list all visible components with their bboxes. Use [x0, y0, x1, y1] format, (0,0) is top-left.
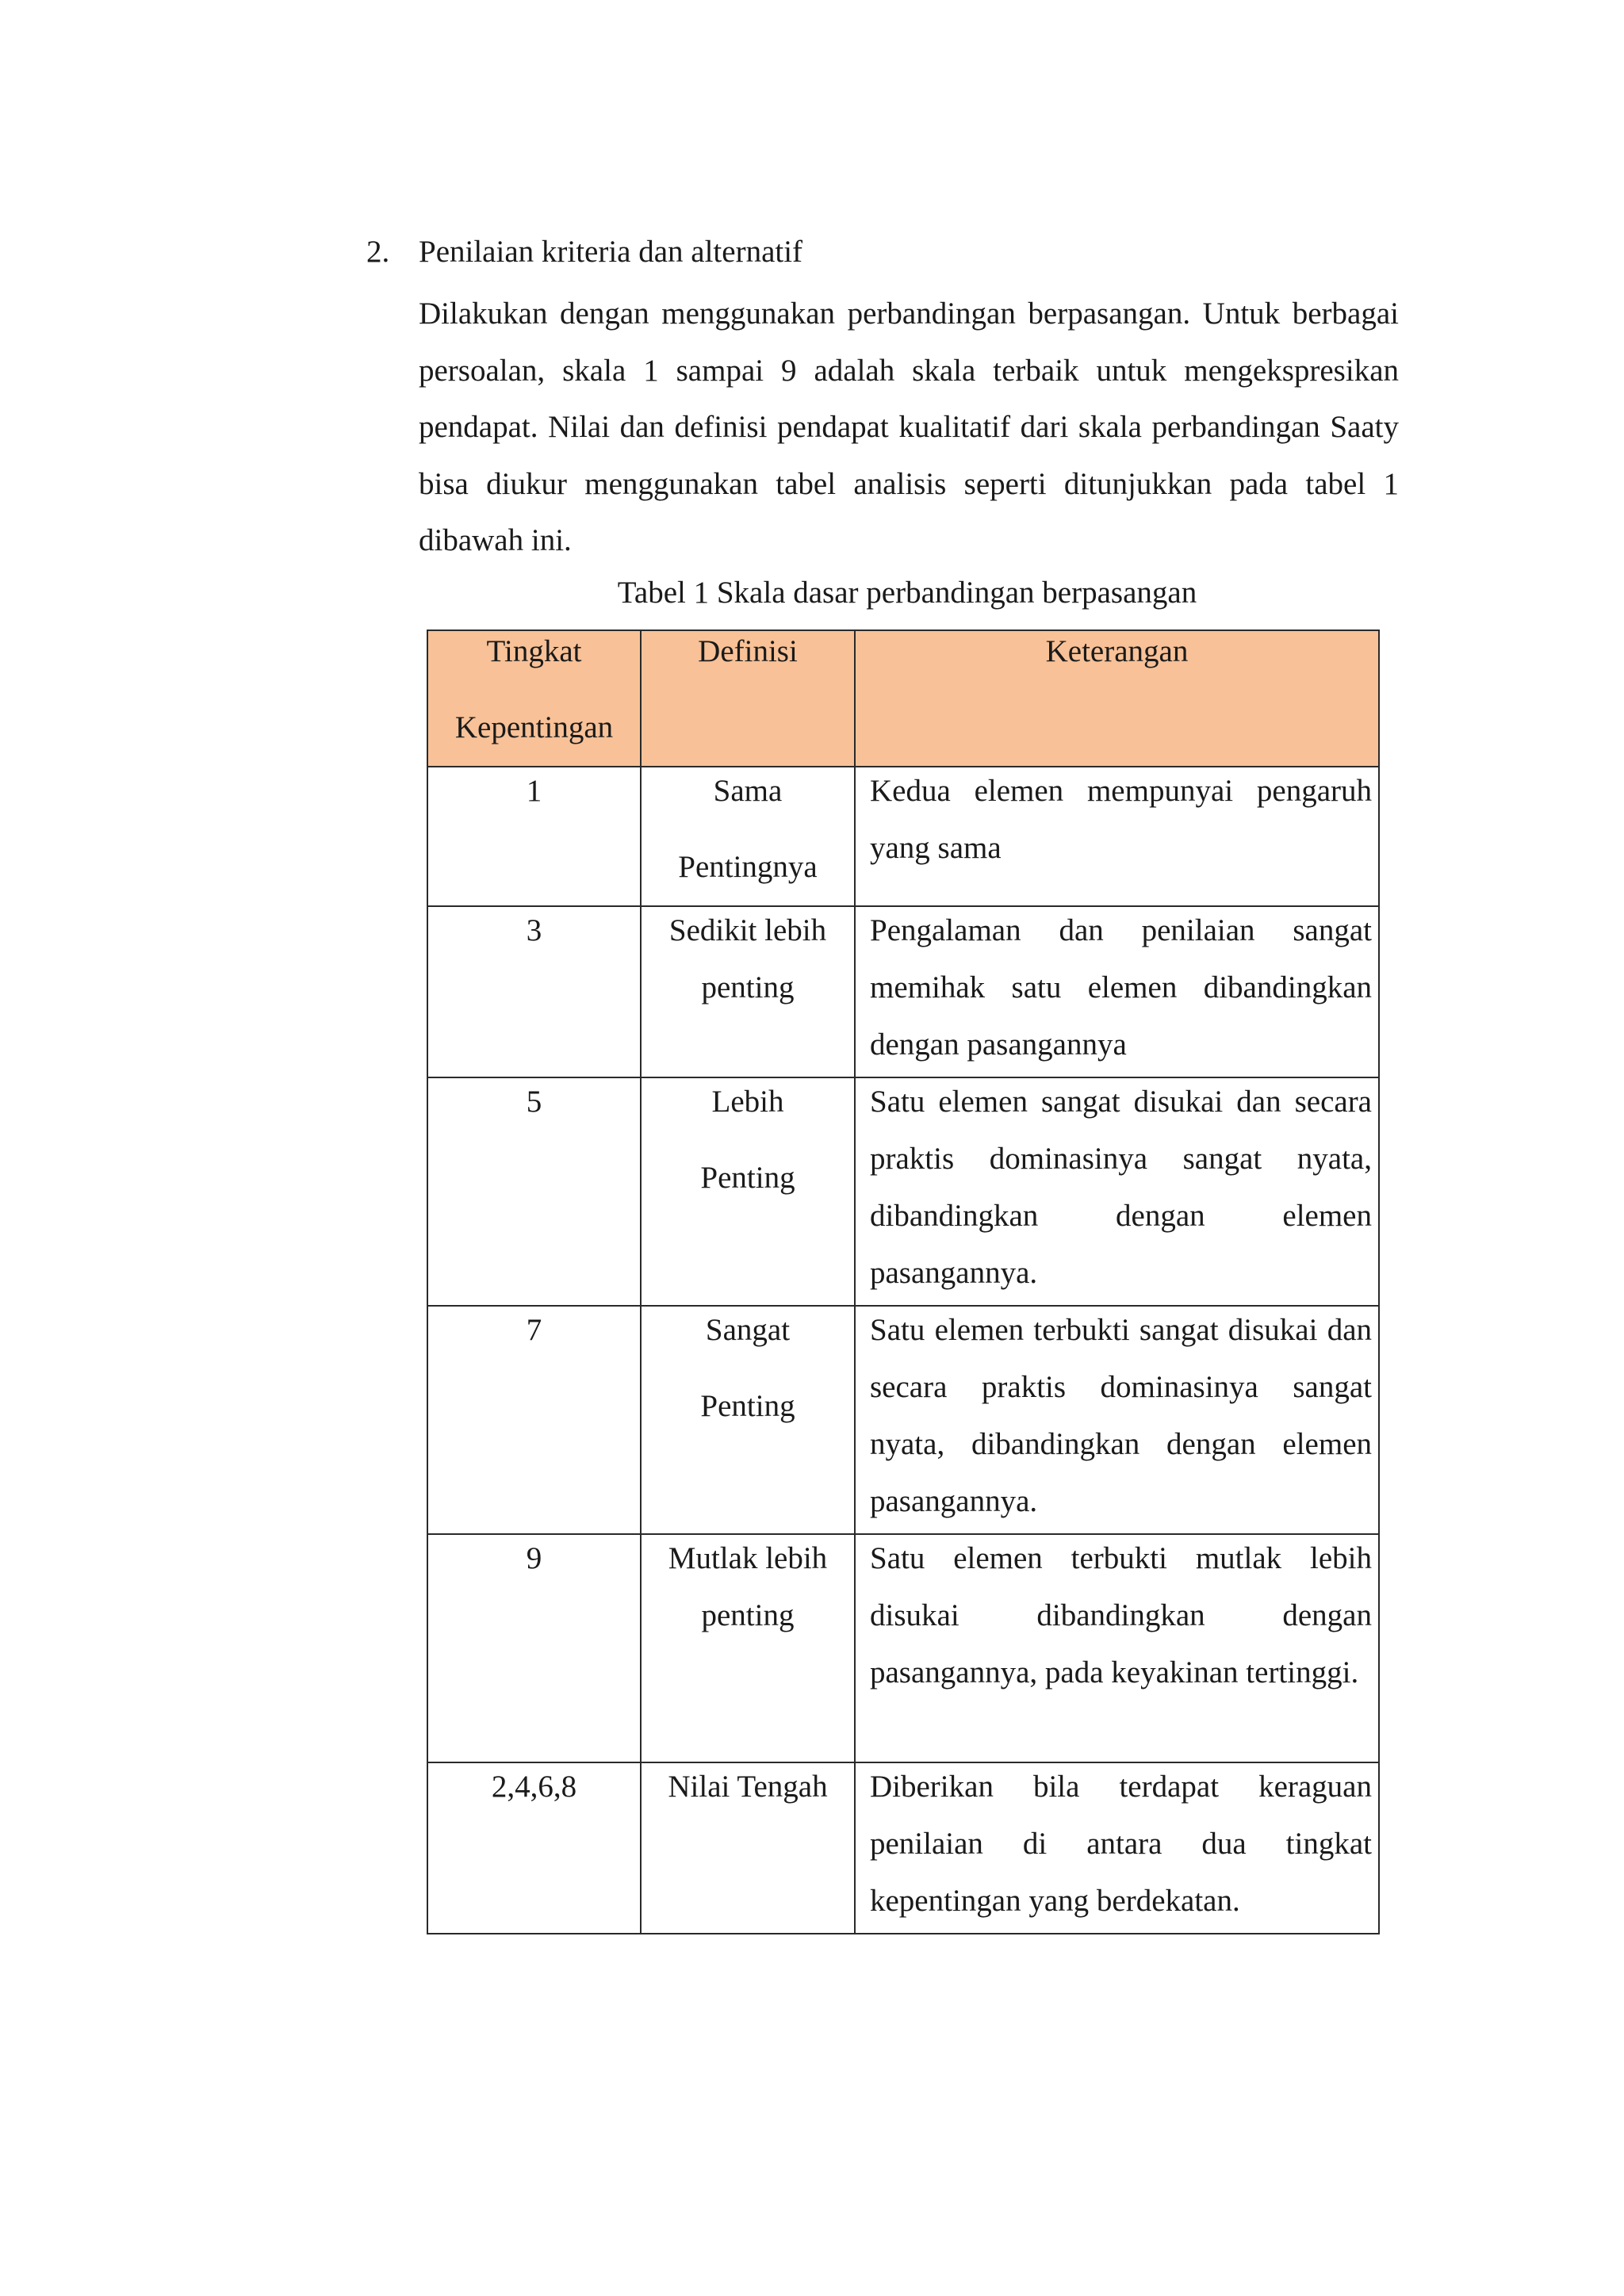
cell-keterangan: Diberikan bila terdapat keraguan penilaian di antara dua tingkat kepentingan yang berdekatan. — [855, 1762, 1379, 1934]
header-tingkat-line2: Kepentingan — [454, 710, 614, 744]
cell-tingkat: 3 — [427, 906, 641, 1077]
comparison-scale-table — [427, 629, 1380, 1934]
cell-definisi: Sedikit lebih penting — [641, 906, 855, 1077]
table-row — [427, 1534, 1379, 1762]
table-row — [427, 767, 1379, 906]
cell-tingkat: 1 — [427, 767, 641, 906]
table-row — [427, 1077, 1379, 1306]
table-row — [427, 1762, 1379, 1934]
cell-definisi: Sama Pentingnya — [641, 767, 855, 906]
cell-tingkat: 2,4,6,8 — [427, 1762, 641, 1934]
cell-keterangan: Satu elemen terbukti mutlak lebih disukai dibandingkan dengan pasangannya, pada keyakinan tertinggi. — [855, 1534, 1379, 1762]
cell-keterangan: Kedua elemen mempunyai pengaruh yang sama — [855, 767, 1379, 906]
header-keterangan: Keterangan — [855, 630, 1379, 767]
cell-definisi: Sangat Penting — [641, 1306, 855, 1534]
body-paragraph: Dilakukan dengan menggunakan perbandingan berpasangan. Untuk berbagai persoalan, skala 1 sampai 9 adalah skala terbaik untuk mengekspresikan pendapat. Nilai dan definisi pendapat kualitatif dari skala perbandingan Saaty bisa diukur menggunakan tabel analisis seperti ditunjukkan pada tabel 1 dibawah ini. — [419, 297, 1399, 557]
cell-keterangan: Satu elemen terbukti sangat disukai dan secara praktis dominasinya sangat nyata, dibandingkan dengan elemen pasangannya. — [855, 1306, 1379, 1534]
table-row — [427, 1306, 1379, 1534]
cell-tingkat: 7 — [427, 1306, 641, 1534]
cell-tingkat: 9 — [427, 1534, 641, 1762]
list-number: 2. — [366, 235, 390, 269]
table-row — [427, 906, 1379, 1077]
cell-definisi: Nilai Tengah — [641, 1762, 855, 1934]
header-tingkat-line1: Tingkat — [486, 634, 582, 668]
table-header-row — [427, 630, 1379, 767]
cell-definisi: Mutlak lebih penting — [641, 1534, 855, 1762]
cell-tingkat: 5 — [427, 1077, 641, 1306]
table-caption: Tabel 1 Skala dasar perbandingan berpasangan — [617, 576, 1197, 610]
section-heading: Penilaian kriteria dan alternatif — [419, 235, 803, 269]
cell-definisi: Lebih Penting — [641, 1077, 855, 1306]
cell-keterangan: Pengalaman dan penilaian sangat memihak satu elemen dibandingkan dengan pasangannya — [855, 906, 1379, 1077]
header-tingkat-kepentingan — [427, 630, 641, 767]
header-definisi: Definisi — [641, 630, 855, 767]
cell-keterangan: Satu elemen sangat disukai dan secara praktis dominasinya sangat nyata, dibandingkan dengan elemen pasangannya. — [855, 1077, 1379, 1306]
